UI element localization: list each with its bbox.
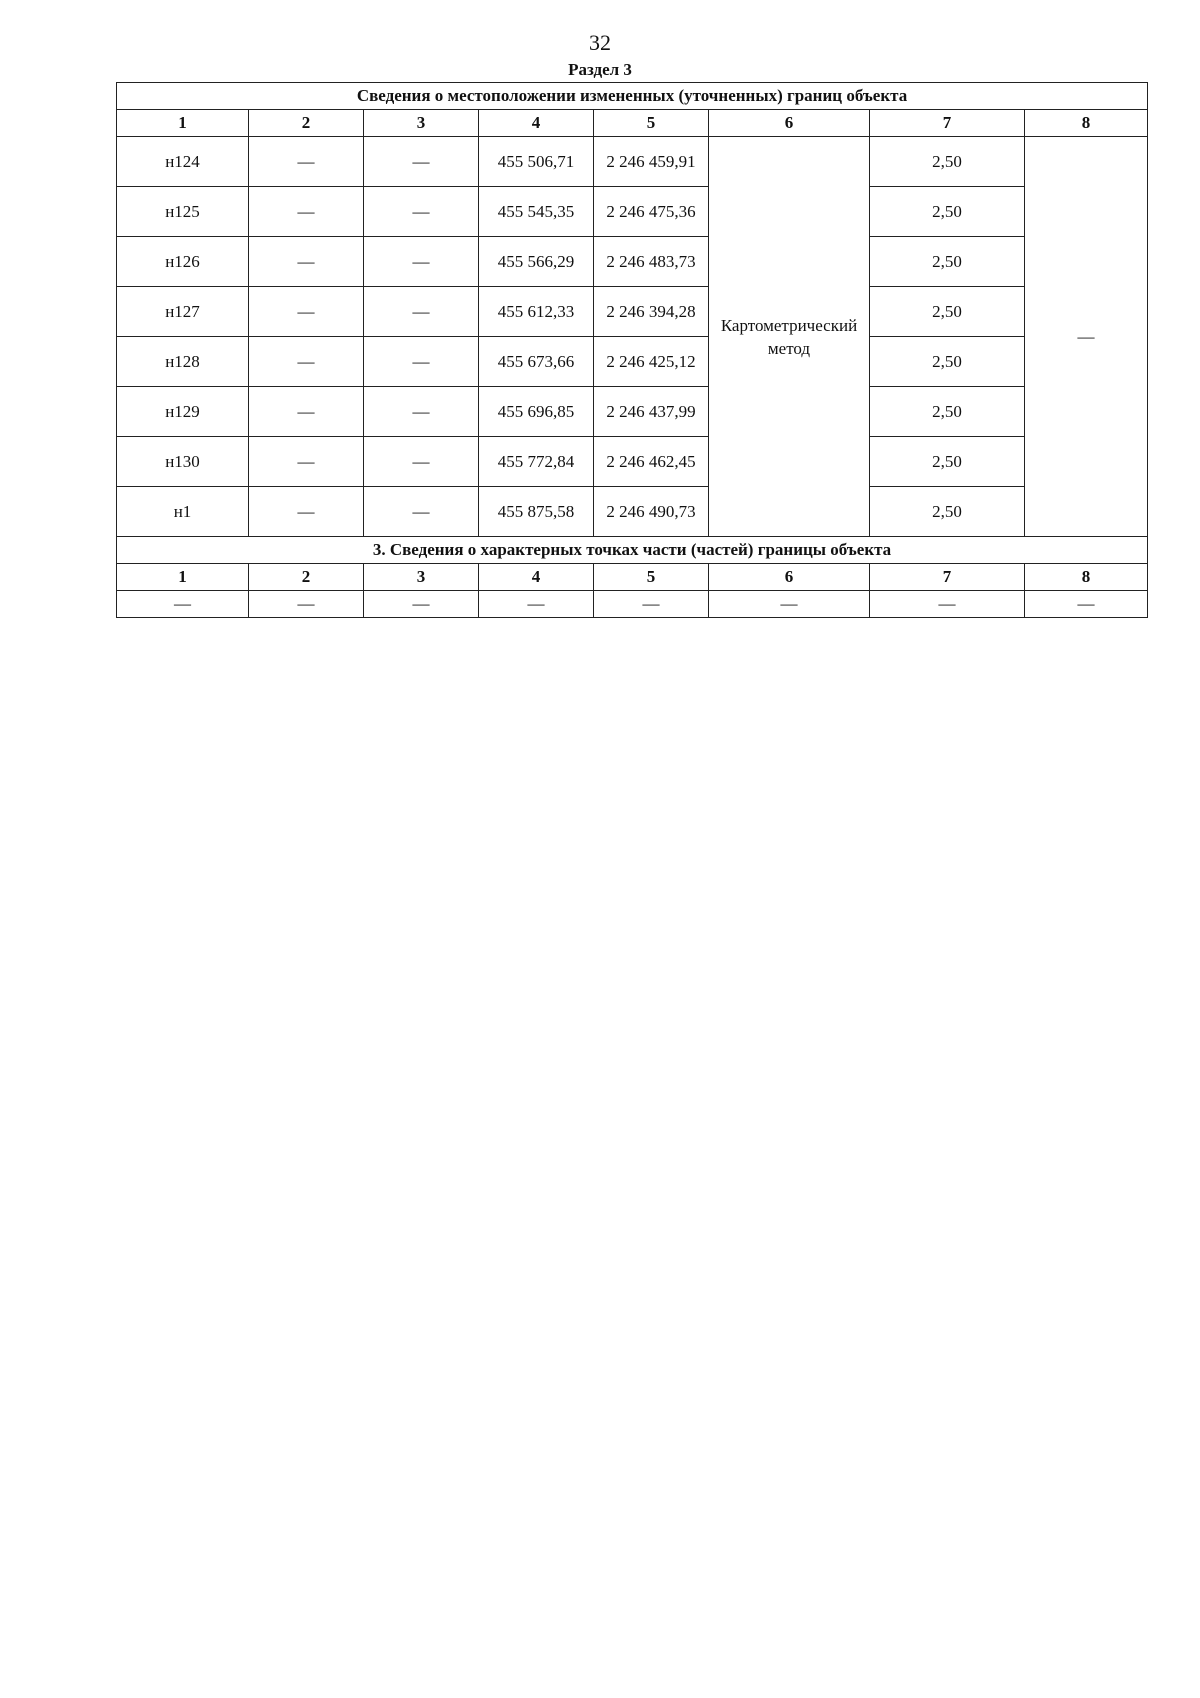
cell-col2: —: [249, 287, 364, 337]
table2-header-cell: 2: [249, 564, 364, 591]
table1-header-cell: 8: [1025, 110, 1148, 137]
coord-x: 455 506,71: [479, 137, 594, 187]
accuracy-value: 2,50: [870, 337, 1025, 387]
coord-y: 2 246 394,28: [594, 287, 709, 337]
table1-header-cell: 5: [594, 110, 709, 137]
table1-header-cell: 7: [870, 110, 1025, 137]
coord-y: 2 246 425,12: [594, 337, 709, 387]
table2-caption: 3. Сведения о характерных точках части (частей) границы объекта: [117, 537, 1148, 564]
cell-col2: —: [249, 237, 364, 287]
accuracy-value: 2,50: [870, 487, 1025, 537]
method-cell: Картометрический метод: [709, 137, 870, 537]
point-name: н124: [117, 137, 249, 187]
table2-header-cell: 1: [117, 564, 249, 591]
accuracy-value: 2,50: [870, 387, 1025, 437]
point-name: н126: [117, 237, 249, 287]
table2-header-cell: 5: [594, 564, 709, 591]
table-row: [117, 591, 1148, 618]
table1-header-cell: 4: [479, 110, 594, 137]
table-row: [117, 137, 1148, 187]
cell-col3: —: [364, 287, 479, 337]
point-name: н1: [117, 487, 249, 537]
coord-x: 455 875,58: [479, 487, 594, 537]
point-name: н130: [117, 437, 249, 487]
table1-header-cell: 2: [249, 110, 364, 137]
table2-header-cell: 8: [1025, 564, 1148, 591]
cell-col2: —: [249, 437, 364, 487]
cell-col3: —: [364, 137, 479, 187]
part-cell: —: [364, 591, 479, 618]
table2-header-cell: 7: [870, 564, 1025, 591]
coord-y: 2 246 462,45: [594, 437, 709, 487]
cell-col3: —: [364, 387, 479, 437]
accuracy-value: 2,50: [870, 437, 1025, 487]
part-cell: —: [709, 591, 870, 618]
coord-x: 455 612,33: [479, 287, 594, 337]
cell-col3: —: [364, 337, 479, 387]
boundary-table: [116, 82, 1148, 618]
cell-col2: —: [249, 137, 364, 187]
part-cell: —: [479, 591, 594, 618]
table2-header-cell: 6: [709, 564, 870, 591]
part-cell: —: [594, 591, 709, 618]
table1-header-row: [117, 110, 1148, 137]
table1-header-cell: 3: [364, 110, 479, 137]
page-number: 32: [589, 30, 611, 55]
table-row: [117, 187, 1148, 237]
cell-col3: —: [364, 487, 479, 537]
cell-col2: —: [249, 187, 364, 237]
part-cell: —: [870, 591, 1025, 618]
table2-header-cell: 3: [364, 564, 479, 591]
coord-x: 455 566,29: [479, 237, 594, 287]
section-title: Раздел 3: [568, 60, 632, 79]
coord-y: 2 246 483,73: [594, 237, 709, 287]
coord-x: 455 772,84: [479, 437, 594, 487]
table1-header-cell: 1: [117, 110, 249, 137]
coord-y: 2 246 437,99: [594, 387, 709, 437]
table-row: [117, 287, 1148, 337]
col8-cell: —: [1025, 137, 1148, 537]
table2-header-cell: 4: [479, 564, 594, 591]
point-name: н128: [117, 337, 249, 387]
cell-col3: —: [364, 437, 479, 487]
coord-y: 2 246 475,36: [594, 187, 709, 237]
coord-y: 2 246 490,73: [594, 487, 709, 537]
table1-caption: Сведения о местоположении измененных (уточненных) границ объекта: [117, 83, 1148, 110]
cell-col2: —: [249, 337, 364, 387]
accuracy-value: 2,50: [870, 287, 1025, 337]
point-name: н129: [117, 387, 249, 437]
cell-col2: —: [249, 387, 364, 437]
part-cell: —: [117, 591, 249, 618]
cell-col2: —: [249, 487, 364, 537]
coord-x: 455 545,35: [479, 187, 594, 237]
cell-col3: —: [364, 187, 479, 237]
point-name: н127: [117, 287, 249, 337]
part-cell: —: [249, 591, 364, 618]
cell-col3: —: [364, 237, 479, 287]
accuracy-value: 2,50: [870, 237, 1025, 287]
part-cell: —: [1025, 591, 1148, 618]
table-row: [117, 437, 1148, 487]
table-row: [117, 237, 1148, 287]
coord-x: 455 673,66: [479, 337, 594, 387]
table2-header-row: [117, 564, 1148, 591]
coord-y: 2 246 459,91: [594, 137, 709, 187]
table-row: [117, 337, 1148, 387]
point-name: н125: [117, 187, 249, 237]
accuracy-value: 2,50: [870, 187, 1025, 237]
table1-header-cell: 6: [709, 110, 870, 137]
accuracy-value: 2,50: [870, 137, 1025, 187]
coord-x: 455 696,85: [479, 387, 594, 437]
table-row: [117, 487, 1148, 537]
table-row: [117, 387, 1148, 437]
